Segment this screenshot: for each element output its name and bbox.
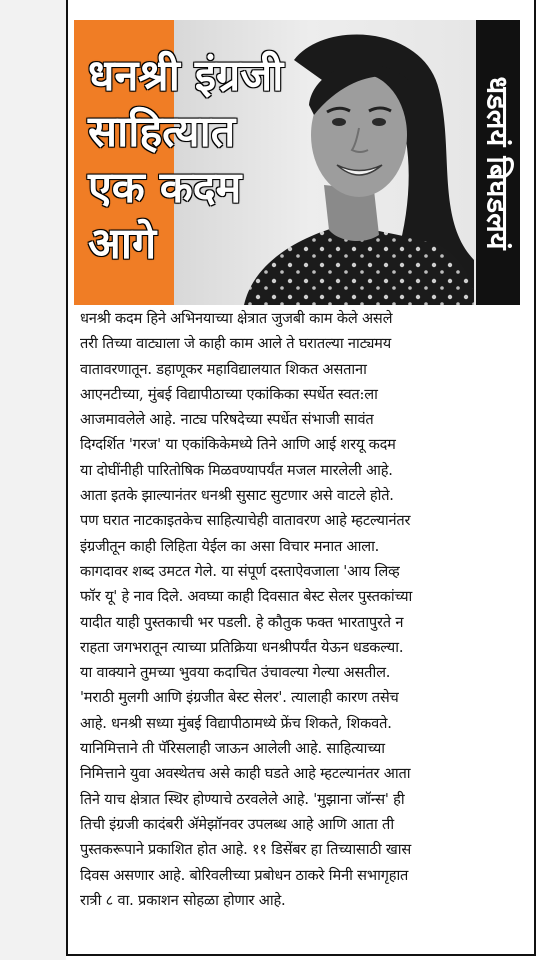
article-line: आजमावलेले आहे. नाट्य परिषदेच्या स्पर्धेत संभाजी सावंत	[80, 411, 374, 429]
article-line: इंग्रजीतून काही लिहिता येईल का असा विचार मनात आला.	[80, 537, 380, 555]
article-line: दिवस असणार आहे. बोरिवलीच्या प्रबोधन ठाकरे मिनी सभागृहात	[80, 866, 409, 884]
article-line: राहता जगभरातून त्याच्या प्रतिक्रिया धनश्रीपर्यंत येऊन धडकल्या.	[80, 638, 404, 656]
article-line: निमित्ताने युवा अवस्थेतच असे काही घडते आहे म्हटल्यानंतर आता	[80, 765, 411, 783]
article-line: वातावरणातून. डहाणूकर महाविद्यालयात शिकत असताना	[80, 360, 367, 378]
article-line: तरी तिच्या वाट्याला जे काही काम आले ते घरातल्या नाट्यमय	[80, 335, 391, 353]
headline	[88, 48, 328, 272]
article-line: रात्री ८ वा. प्रकाशन सोहळा होणार आहे.	[80, 891, 286, 909]
article-line: कागदावर शब्द उमटत गेले. या संपूर्ण दस्ताऐवजाला 'आय लिव्ह	[80, 562, 400, 580]
article-line: 'मराठी मुलगी आणि इंग्रजीत बेस्ट सेलर'. त्यालाही कारण तसेच	[80, 689, 399, 707]
headline-line: धनश्री इंग्रजी	[88, 51, 284, 101]
article-line: यानिमित्ताने ती पॅरिसलाही जाऊन आलेली आहे. साहित्याच्या	[80, 740, 385, 758]
headline-line: साहित्यात	[88, 107, 236, 157]
headline-line: एक कदम	[88, 163, 242, 213]
column-label: धडलयं बिघडलयं	[480, 75, 515, 250]
headline-line: आगे	[88, 219, 157, 269]
article-line: यादीत याही पुस्तकाची भर पडली. हे कौतुक फक्त भारतापुरते न	[80, 613, 404, 631]
article-line: या दोघींनीही पारितोषिक मिळवण्यापर्यंत मजल मारलेली आहे.	[80, 461, 393, 479]
column-label-bar	[476, 20, 520, 305]
article-line: तिची इंग्रजी कादंबरी ॲमेझॉनवर उपलब्ध आहे आणि आता ती	[80, 815, 394, 833]
article-line: पण घरात नाटकाइतकेच साहित्याचेही वातावरण आहे म्हटल्यानंतर	[80, 512, 411, 530]
newspaper-clipping	[66, 0, 540, 960]
article-line: आएनटीच्या, मुंबई विद्यापीठाच्या एकांकिका स्पर्धेत स्वत:ला	[80, 385, 378, 403]
article-line: या वाक्याने तुमच्या भुवया कदाचित उंचावल्या गेल्या असतील.	[80, 664, 391, 682]
article-line: फॉर यू' हे नाव दिले. अवघ्या काही दिवसात बेस्ट सेलर पुस्तकांच्या	[80, 588, 413, 606]
article-body	[80, 306, 524, 913]
article-line: धनश्री कदम हिने अभिनयाच्या क्षेत्रात जुजबी काम केले असले	[80, 310, 393, 327]
article-line: आहे. धनश्री सध्या मुंबई विद्यापीठामध्ये फ्रेंच शिकते, शिकवते.	[80, 714, 392, 732]
article-line: दिग्दर्शित 'गरज' या एकांकिकेमध्ये तिने आणि आई शरयू कदम	[80, 436, 396, 454]
article-line: आता इतके झाल्यानंतर धनश्री सुसाट सुटणार असे वाटले होते.	[80, 487, 394, 505]
article-line: पुस्तकरूपाने प्रकाशित होत आहे. ११ डिसेंबर हा तिच्यासाठी खास	[80, 841, 412, 859]
article-line: तिने याच क्षेत्रात स्थिर होण्याचे ठरवलेले आहे. 'मुझाना जॉन्स' ही	[80, 790, 405, 808]
article-header	[74, 20, 520, 305]
